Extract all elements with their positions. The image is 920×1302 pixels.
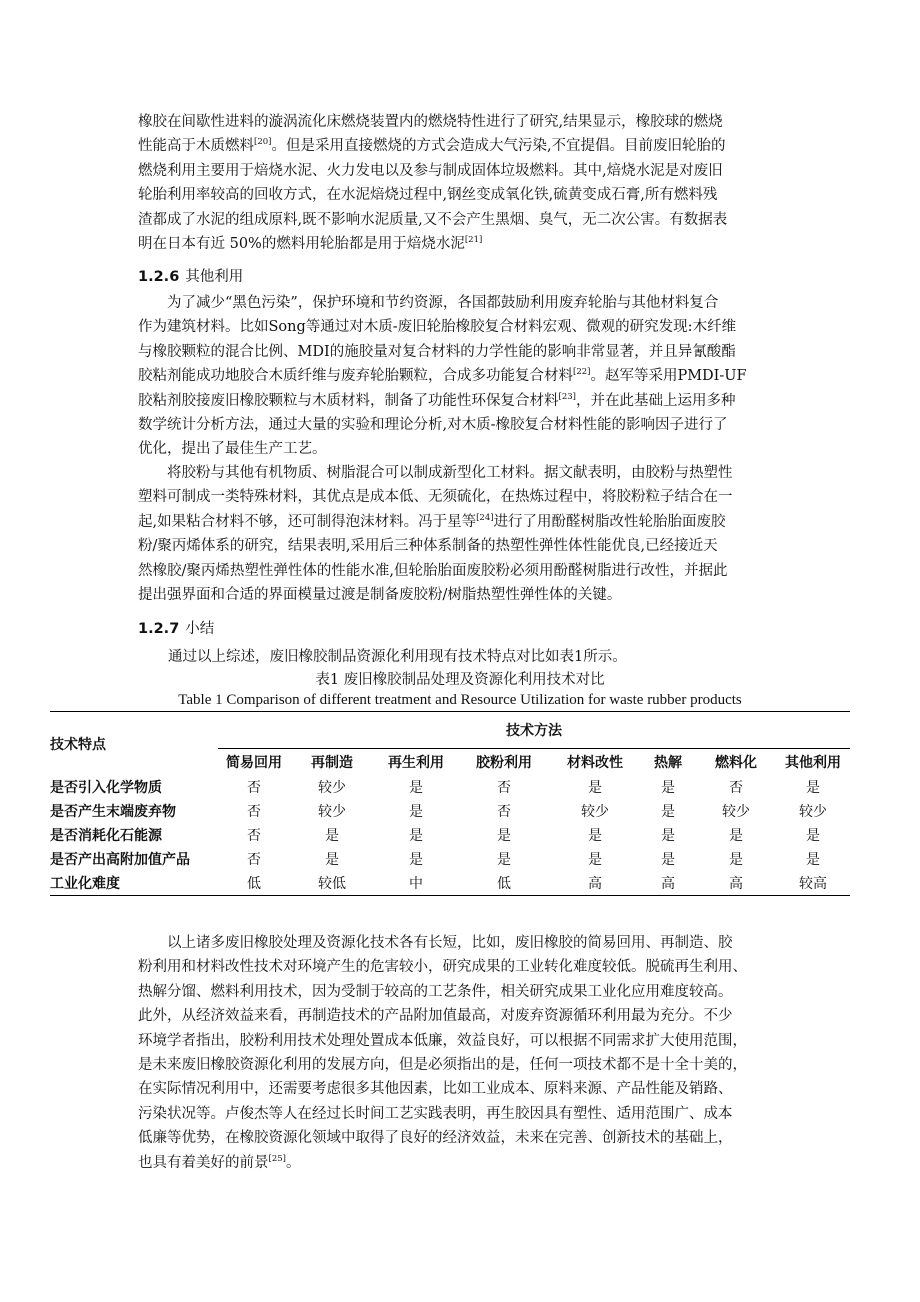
table-cell: 是 — [409, 804, 423, 820]
text-line: 为了减少“黑色污染”，保护环境和节约资源，各国都鼓励利用废弃轮胎与其他材料复合 — [167, 295, 719, 311]
table-cell: 低 — [218, 871, 290, 896]
row-label: 是否产生末端废弃物 — [50, 804, 176, 820]
table-cell: 是 — [409, 780, 423, 796]
column-header: 燃料化 — [696, 749, 776, 776]
table-cell: 是 — [729, 828, 743, 844]
table-cell: 是 — [729, 852, 743, 868]
table-cell: 中 — [374, 871, 458, 896]
text-line: 与橡胶颗粒的混合比例、MDI的施胶量对复合材料的力学性能的影响非常显著，并且异氰酸酯 — [138, 343, 736, 360]
text-line: 燃烧利用主要用于焙烧水泥、火力发电以及参与制成固体垃圾燃料。其中,焙烧水泥是对废旧 — [138, 162, 723, 179]
text-line: 然橡胶/聚丙烯热塑性弹性体的性能水准,但轮胎胎面废胶粉必须用酚醛树脂进行改性，并据此 — [138, 562, 728, 579]
table-row — [50, 799, 850, 823]
table-cell: 是 — [325, 852, 339, 868]
table-row — [50, 847, 850, 871]
text-line: 也具有着美好的前景[25]。 — [138, 1153, 301, 1171]
text-line: 起,如果粘合材料不够，还可制得泡沫材料。冯于星等[24]进行了用酚醛树脂改性轮胎胎面废胶 — [138, 512, 726, 530]
comparison-table — [50, 711, 850, 896]
citation: [22] — [573, 367, 591, 378]
table-cell: 是 — [409, 852, 423, 868]
text-line: 数学统计分析方法，通过大量的实验和理论分析,对木质-橡胶复合材料性能的影响因子进行了 — [138, 417, 728, 434]
table-cell: 低 — [458, 871, 550, 896]
text-line: 在实际情况利用中，还需要考虑很多其他因素，比如工业成本、原料来源、产品性能及销路、 — [138, 1081, 733, 1098]
text-line: 橡胶在间歇性进料的漩涡流化床燃烧装置内的燃烧特性进行了研究,结果显示，橡胶球的燃烧 — [138, 114, 723, 130]
text-line: 污染状况等。卢俊杰等人在经过长时间工艺实践表明，再生胶因具有塑性、适用范围广、成本 — [138, 1105, 733, 1122]
table-row — [50, 775, 850, 799]
column-header: 其他利用 — [776, 749, 850, 776]
row-label: 是否引入化学物质 — [50, 780, 162, 796]
table-cell: 是 — [588, 780, 602, 796]
text-line: 此外，从经济效益来看，再制造技术的产品附加值最高，对废弃资源循环利用最为充分。不少 — [138, 1008, 733, 1025]
section-title: 小结 — [185, 621, 215, 637]
table-cell: 是 — [588, 828, 602, 844]
text-line: 优化，提出了最佳生产工艺。 — [138, 441, 327, 458]
text-line: 以上诸多废旧橡胶处理及资源化技术各有长短，比如，废旧橡胶的简易回用、再制造、胶 — [167, 935, 733, 951]
table-cell: 是 — [497, 828, 511, 844]
citation: [24] — [476, 512, 494, 523]
table-cell: 否 — [247, 852, 261, 868]
table-cell: 较少 — [318, 780, 346, 796]
text-line: 是未来废旧橡胶资源化利用的发展方向，但是必须指出的是，任何一项技术都不是十全十美的， — [138, 1057, 747, 1074]
paragraph-rubber-powder — [138, 461, 818, 607]
table-cell: 较少 — [318, 804, 346, 820]
table-cell: 高 — [550, 871, 640, 896]
text-line: 轮胎利用率较高的回收方式，在水泥焙烧过程中,钢丝变成氧化铁,硫黄变成石膏,所有燃料残 — [138, 187, 718, 204]
table-cell: 较少 — [722, 804, 750, 820]
table-cell: 较少 — [799, 804, 827, 820]
summary-line: 通过以上综述，废旧橡胶制品资源化利用现有技术特点对比如表1所示。 — [168, 649, 627, 665]
table-cell: 较少 — [581, 804, 609, 820]
table-cell: 是 — [661, 804, 675, 820]
paragraph-composite-materials — [138, 291, 818, 462]
table-cell: 是 — [661, 780, 675, 796]
table-cell: 高 — [640, 871, 696, 896]
text-line: 环境学者指出，胶粉利用技术处理处置成本低廉，效益良好，可以根据不同需求扩大使用范围， — [138, 1032, 747, 1049]
table-cell: 是 — [661, 852, 675, 868]
text-line: 胶粘剂能成功地胶合木质纤维与废弃轮胎颗粒，合成多功能复合材料[22]。赵军等采用PMDI-UF — [138, 367, 747, 385]
table-row — [50, 823, 850, 847]
table-row — [50, 871, 850, 896]
table-cell: 是 — [806, 780, 820, 796]
text-line: 提出强界面和合适的界面模量过渡是制备废胶粉/树脂热塑性弹性体的关键。 — [138, 587, 622, 604]
table-cell: 否 — [729, 780, 743, 796]
text-line: 粉/聚丙烯体系的研究，结果表明,采用后三种体系制备的热塑性弹性体性能优良,已经接近天 — [138, 538, 718, 555]
group-header-label: 技术方法 — [218, 712, 850, 749]
table-cell: 否 — [247, 804, 261, 820]
column-header: 再制造 — [290, 749, 374, 776]
column-header: 胶粉利用 — [458, 749, 550, 776]
text-line: 粉利用和材料改性技术对环境产生的危害较小，研究成果的工业转化难度较低。脱硫再生利用、 — [138, 959, 747, 976]
table-cell: 是 — [806, 828, 820, 844]
text-line: 热解分馏、燃料利用技术，因为受制于较高的工艺条件，相关研究成果工业化应用难度较高。 — [138, 983, 733, 1000]
table-cell: 高 — [696, 871, 776, 896]
section-number: 1.2.6 — [138, 269, 180, 285]
table-cell: 较高 — [776, 871, 850, 896]
row-header-label: 技术特点 — [50, 712, 218, 776]
column-header: 再生利用 — [374, 749, 458, 776]
table-cell: 是 — [661, 828, 675, 844]
column-header: 热解 — [640, 749, 696, 776]
text-line: 将胶粉与其他有机物质、树脂混合可以制成新型化工材料。据文献表明，由胶粉与热塑性 — [167, 465, 733, 481]
section-number: 1.2.7 — [138, 621, 180, 637]
table-cell: 否 — [497, 804, 511, 820]
row-label: 是否消耗化石能源 — [50, 828, 162, 844]
table-cell: 是 — [806, 852, 820, 868]
text-line: 明在日本有近 50%的燃料用轮胎都是用于焙烧水泥[21] — [138, 235, 483, 253]
text-line: 性能高于木质燃料[20]。但是采用直接燃烧的方式会造成大气污染,不宜提倡。目前废旧轮胎的 — [138, 137, 726, 155]
paragraph-combustion — [138, 110, 798, 256]
text-line: 胶粘剂胶接废旧橡胶颗粒与木质材料，制备了功能性环保复合材料[23]，并在此基础上运用多种 — [138, 391, 736, 409]
section-title: 其他利用 — [185, 269, 244, 285]
table-caption-cn: 表1 废旧橡胶制品处理及资源化利用技术对比 — [315, 672, 605, 688]
citation: [21] — [464, 235, 483, 246]
section-heading-1-2-7 — [138, 617, 214, 638]
table-cell: 是 — [497, 852, 511, 868]
text-line: 作为建筑材料。比如Song等通过对木质-废旧轮胎橡胶复合材料宏观、微观的研究发现:木纤维 — [138, 319, 737, 336]
table-cell: 较低 — [290, 871, 374, 896]
text-line: 塑料可制成一类特殊材料，其优点是成本低、无须硫化，在热炼过程中，将胶粉粒子结合在一 — [138, 489, 733, 506]
table-caption-en: Table 1 Comparison of different treatment and Resource Utilization for waste rubber products — [178, 692, 742, 708]
text-line: 渣都成了水泥的组成原料,既不影响水泥质量,又不会产生黑烟、臭气，无二次公害。有数据表 — [138, 211, 728, 228]
citation: [25] — [268, 1153, 286, 1164]
table-cell: 是 — [325, 828, 339, 844]
column-header: 材料改性 — [550, 749, 640, 776]
row-label: 是否产出高附加值产品 — [50, 852, 190, 868]
text-line: 低廉等优势，在橡胶资源化领域中取得了良好的经济效益，未来在完善、创新技术的基础上， — [138, 1130, 733, 1147]
table-cell: 是 — [588, 852, 602, 868]
table-cell: 是 — [409, 828, 423, 844]
citation: [23] — [558, 391, 576, 402]
table-cell: 否 — [247, 828, 261, 844]
row-label: 工业化难度 — [50, 871, 218, 896]
citation: [20] — [254, 137, 272, 148]
column-header: 简易回用 — [218, 749, 290, 776]
table-cell: 否 — [497, 780, 511, 796]
section-heading-1-2-6 — [138, 265, 243, 286]
paragraph-summary-discussion — [138, 931, 818, 1175]
table-cell: 否 — [247, 780, 261, 796]
